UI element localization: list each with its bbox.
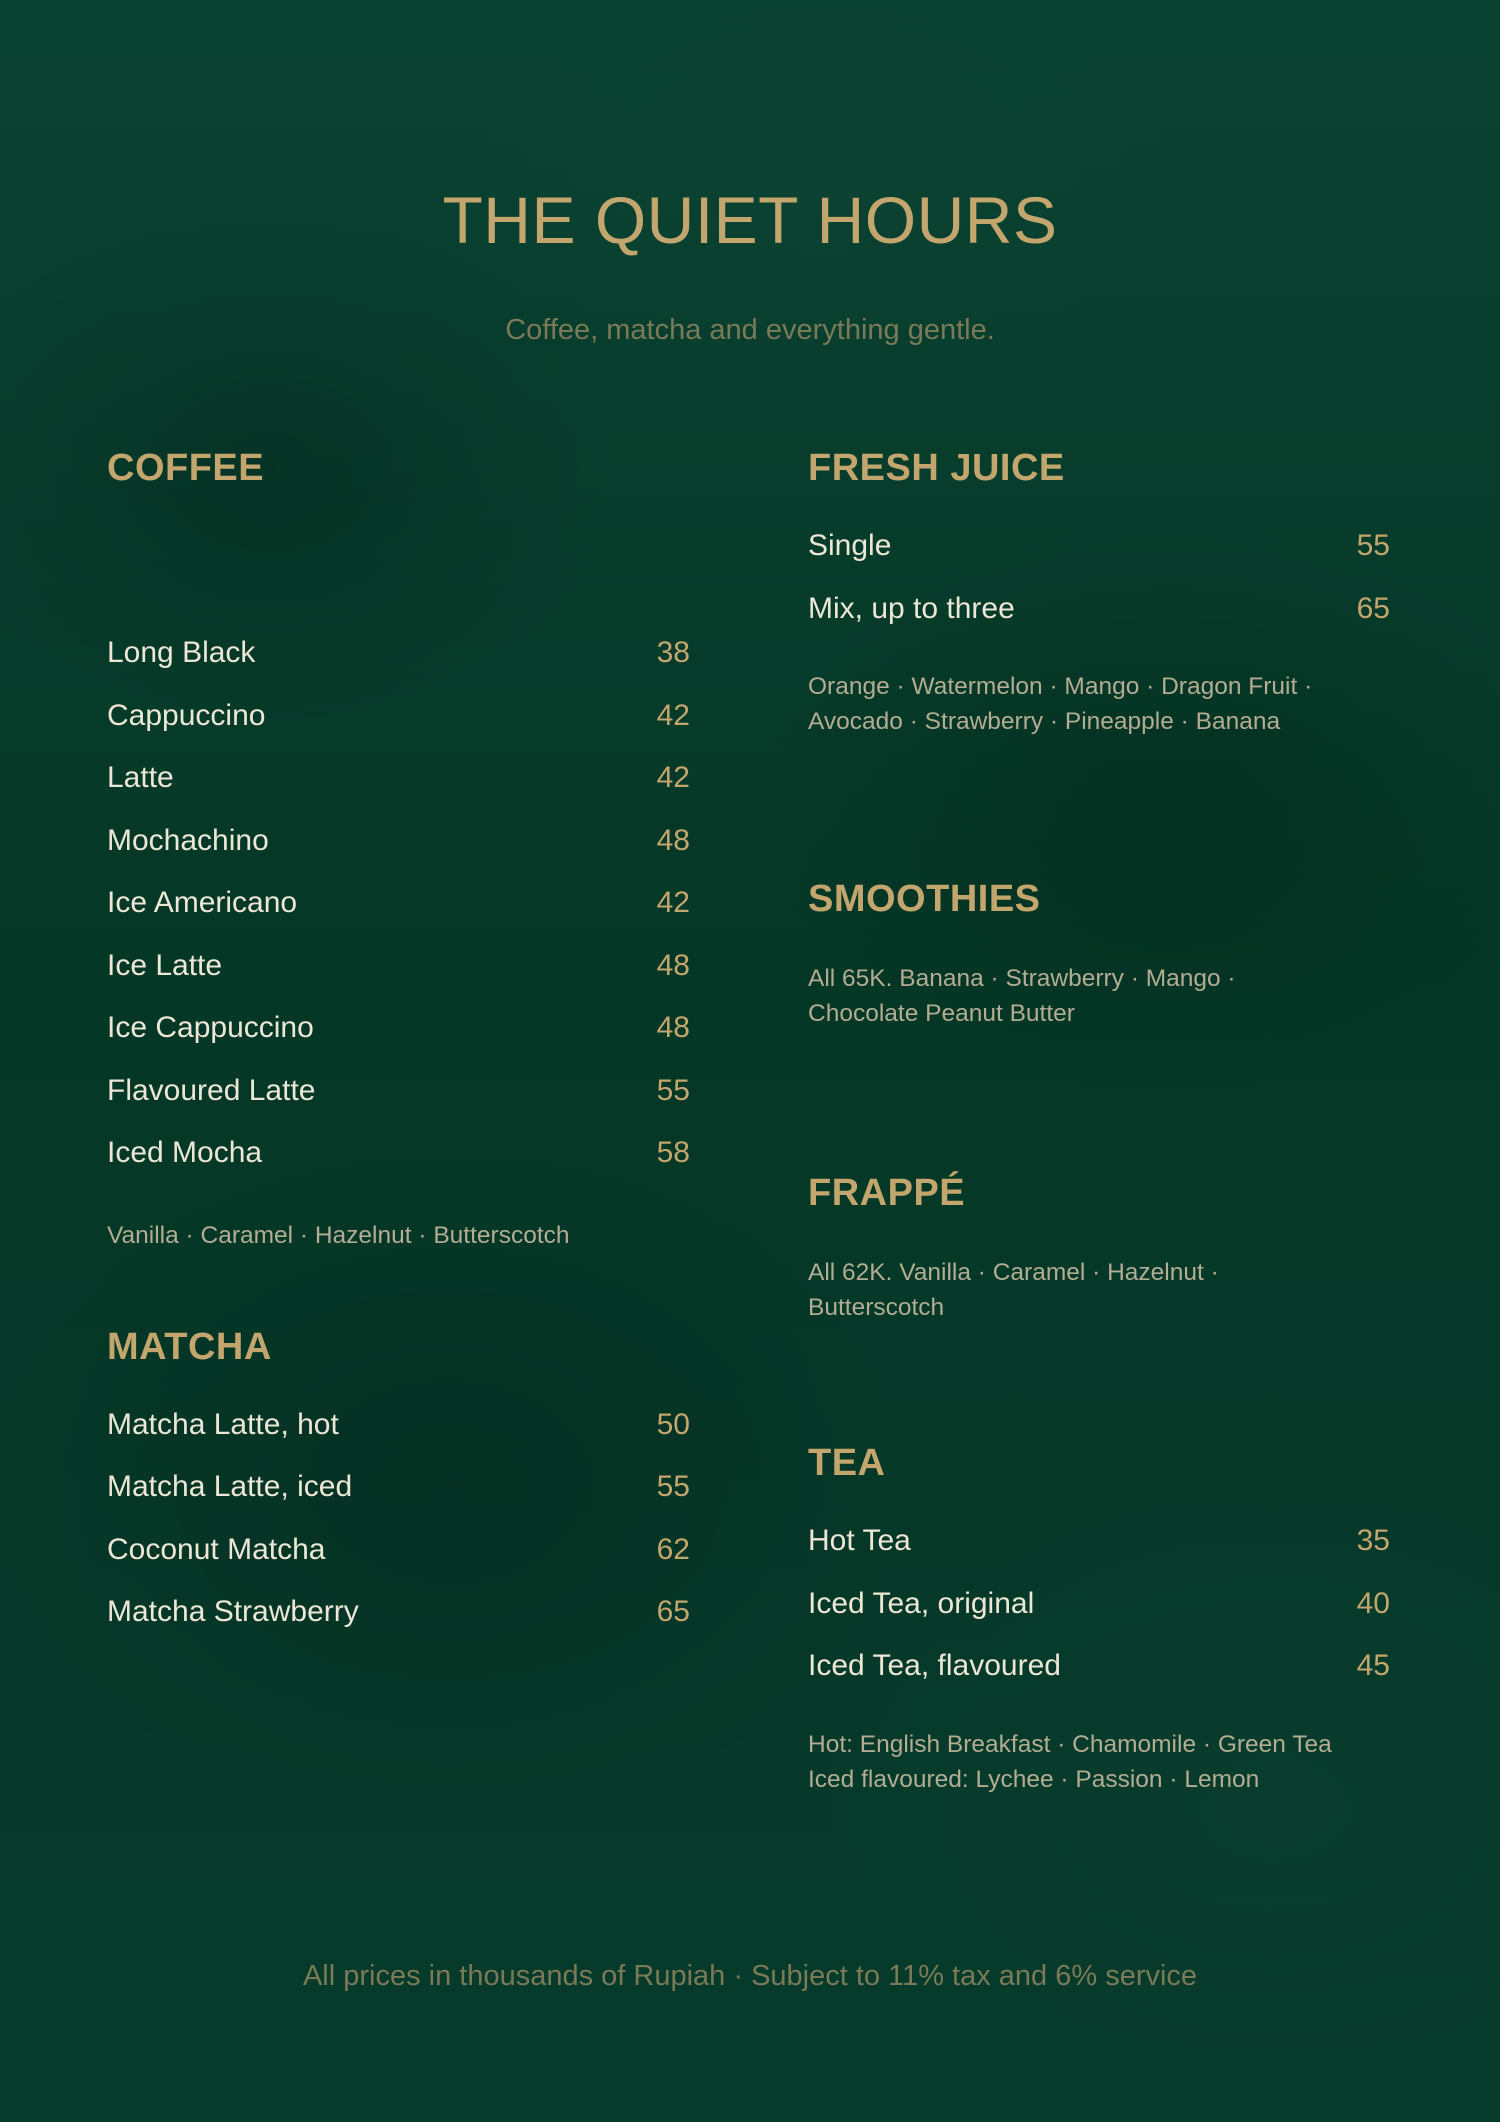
item-name: Flavoured Latte xyxy=(107,1073,316,1107)
item-name: Iced Tea, flavoured xyxy=(808,1649,1061,1682)
spacer xyxy=(808,1491,1390,1521)
spacer xyxy=(808,1709,1390,1727)
menu-item xyxy=(107,633,690,696)
section-smoothies xyxy=(808,871,1390,1031)
smoothies-note-line: Chocolate Peanut Butter xyxy=(808,1000,1075,1027)
left-column xyxy=(107,440,690,1655)
section-title-coffee: COFFEE xyxy=(107,447,265,489)
item-name: Mochachino xyxy=(107,823,269,857)
section-frappe xyxy=(808,1165,1390,1325)
item-price: 40 xyxy=(1356,1586,1390,1620)
coffee-item-list xyxy=(107,633,690,1196)
item-name: Ice Latte xyxy=(107,948,223,982)
section-title-frappe: FRAPPÉ xyxy=(808,1172,966,1214)
menu-item xyxy=(107,696,690,759)
item-price: 35 xyxy=(1356,1524,1390,1557)
item-name: Single xyxy=(808,529,892,562)
spacer xyxy=(808,496,1390,526)
section-title-tea: TEA xyxy=(808,1442,886,1484)
menu-item xyxy=(808,1584,1390,1647)
item-price: 42 xyxy=(656,698,690,732)
item-name: Ice Americano xyxy=(107,886,298,919)
menu-item xyxy=(107,946,690,1009)
menu-item xyxy=(808,589,1390,652)
menu-title: THE QUIET HOURS xyxy=(442,183,1058,257)
price-footer-note: All prices in thousands of Rupiah · Subject to 11% tax and 6% service xyxy=(302,1960,1198,1992)
coffee-flavour-note: Vanilla · Caramel · Hazelnut · Butterscotch xyxy=(107,1221,570,1249)
item-price: 48 xyxy=(656,948,690,982)
item-name: Latte xyxy=(107,761,174,794)
item-name: Iced Mocha xyxy=(107,1136,263,1169)
item-price: 38 xyxy=(656,636,690,669)
menu-item xyxy=(107,883,690,946)
item-price: 55 xyxy=(656,1073,690,1107)
item-name: Matcha Strawberry xyxy=(107,1595,359,1628)
spacer xyxy=(808,1325,1390,1435)
juice-fruit-note-line: Orange · Watermelon · Mango · Dragon Fruit · xyxy=(808,673,1313,700)
item-price: 42 xyxy=(656,761,690,794)
spacer xyxy=(808,739,1390,871)
menu-item xyxy=(107,1071,690,1134)
spacer xyxy=(107,1375,690,1405)
item-name: Iced Tea, original xyxy=(808,1586,1035,1620)
item-price: 50 xyxy=(656,1407,690,1441)
matcha-item-list xyxy=(107,1405,690,1655)
item-price: 55 xyxy=(1356,529,1390,562)
menu-subtitle: Coffee, matcha and everything gentle. xyxy=(505,314,995,346)
section-tea xyxy=(808,1435,1390,1797)
menu-item xyxy=(107,1592,690,1655)
item-price: 42 xyxy=(656,886,690,919)
spacer xyxy=(808,1221,1390,1255)
item-price: 65 xyxy=(656,1595,690,1628)
menu-item xyxy=(107,1133,690,1196)
item-name: Ice Cappuccino xyxy=(107,1011,314,1044)
item-price: 45 xyxy=(1356,1649,1390,1682)
spacer xyxy=(808,1031,1390,1165)
item-price: 58 xyxy=(656,1136,690,1169)
frappe-note-line: All 62K. Vanilla · Caramel · Hazelnut · xyxy=(808,1259,1219,1286)
frappe-note-line: Butterscotch xyxy=(808,1294,945,1321)
item-price: 55 xyxy=(656,1470,690,1503)
menu-item xyxy=(107,1530,690,1593)
item-price: 48 xyxy=(656,1011,690,1044)
menu-item xyxy=(808,1521,1390,1584)
menu-item xyxy=(107,1008,690,1071)
spacer xyxy=(808,927,1390,961)
item-name: Matcha Latte, iced xyxy=(107,1470,353,1503)
section-matcha xyxy=(107,1319,690,1655)
item-name: Hot Tea xyxy=(808,1524,911,1557)
tea-note-line: Iced flavoured: Lychee · Passion · Lemon xyxy=(808,1765,1260,1793)
smoothies-note-line: All 65K. Banana · Strawberry · Mango · xyxy=(808,965,1236,992)
item-price: 62 xyxy=(656,1532,690,1566)
item-price: 48 xyxy=(656,823,690,857)
menu-item xyxy=(107,758,690,821)
spacer xyxy=(107,1253,690,1319)
section-title-matcha: MATCHA xyxy=(107,1325,272,1368)
item-name: Mix, up to three xyxy=(808,591,1015,625)
spacer xyxy=(107,496,690,633)
item-name: Long Black xyxy=(107,636,256,669)
juice-item-list xyxy=(808,526,1390,651)
juice-fruit-note-line: Avocado · Strawberry · Pineapple · Banana xyxy=(808,708,1281,735)
spacer xyxy=(107,1196,690,1218)
section-coffee xyxy=(107,440,690,1253)
menu-item xyxy=(808,1646,1390,1709)
section-title-smoothies: SMOOTHIES xyxy=(808,878,1041,920)
section-title-fresh-juice: FRESH JUICE xyxy=(808,447,1065,489)
menu-item xyxy=(107,821,690,884)
menu-item xyxy=(107,1467,690,1530)
item-name: Cappuccino xyxy=(107,698,266,732)
tea-item-list xyxy=(808,1521,1390,1709)
tea-note-line: Hot: English Breakfast · Chamomile · Green Tea xyxy=(808,1730,1332,1758)
menu-item xyxy=(808,526,1390,589)
item-name: Coconut Matcha xyxy=(107,1532,326,1566)
item-name: Matcha Latte, hot xyxy=(107,1407,339,1441)
spacer xyxy=(808,651,1390,669)
item-price: 65 xyxy=(1356,591,1390,625)
right-column xyxy=(808,440,1390,1797)
menu-item xyxy=(107,1405,690,1468)
section-fresh-juice xyxy=(808,440,1390,739)
